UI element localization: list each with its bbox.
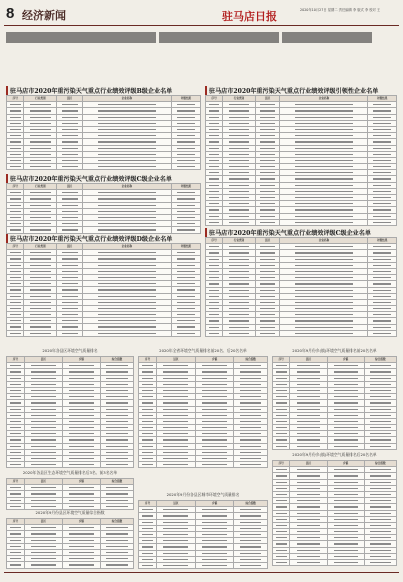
column-header: 行业类别 [24,184,57,190]
table-cell [24,164,57,170]
table-cell [364,443,396,449]
section-title-d: 驻马店市2020年重污染天气重点行业绩效评级引领性企业名单 [205,86,378,95]
table-cell [7,330,24,336]
column-header: 评级结果 [368,96,397,102]
table-middle2 [138,500,268,569]
table-row [206,219,397,225]
table-cell [24,503,62,509]
table-cell [100,503,133,509]
table-row [139,562,268,568]
table-cell [368,330,397,336]
column-header: 评级结果 [171,96,200,102]
table-cell [57,164,82,170]
table-cell [57,330,82,336]
intro-left [6,48,201,82]
table-d [205,95,397,226]
table-cell [171,330,200,336]
column-header: 县区 [290,357,327,363]
column-header: 综合指数 [364,461,396,467]
table-cell [195,562,234,568]
lower-title-middle: 2020年全省环境空气质量排名前20名、后20名名单 [159,348,247,353]
column-header: 综合指数 [364,357,396,363]
page-number: 8 [6,5,15,22]
table-cell [206,219,223,225]
table-cell [139,562,157,568]
table-cell [171,164,200,170]
column-header: 序号 [7,96,24,102]
column-header: 县区 [57,244,82,250]
lower-title-left3: 2020年9月份县区环境空气质量综合指数 [35,510,105,515]
table-row [7,562,134,568]
page-header [4,4,399,26]
section-title-e: 驻马店市2020年重污染天气重点行业绩效评级C级企业名单 [205,228,371,237]
table-cell [62,462,100,468]
column-header: 行业类别 [24,244,57,250]
table-cell [223,219,255,225]
table-cell [157,462,196,468]
table-row [7,462,134,468]
column-header: 序号 [206,238,223,244]
section-title-a: 驻马店市2020年重污染天气重点行业绩效评级B级企业名单 [6,86,172,95]
column-header: 县区 [24,357,62,363]
column-header: 序号 [7,519,25,525]
table-cell [24,227,57,233]
table-cell [7,164,24,170]
column-header: 县区 [290,461,327,467]
table-cell [157,562,196,568]
column-header: 序号 [7,184,24,190]
table-cell [82,330,171,336]
column-header: 县区 [255,96,280,102]
column-header: 县区 [24,479,62,485]
table-row [7,503,134,509]
column-header: 乡镇 [327,461,364,467]
column-header: 县区 [57,184,82,190]
table-cell [62,562,100,568]
table-cell [139,462,157,468]
table-right2 [272,460,397,566]
column-header: 企业名称 [82,244,171,250]
headline-bar [6,30,397,44]
table-cell [171,227,200,233]
column-header: 企业名称 [280,96,368,102]
table-row [273,560,397,566]
table-cell [24,562,62,568]
table-left [6,356,134,468]
table-c [6,243,201,337]
table-cell [195,462,234,468]
column-header: 乡镇 [62,519,100,525]
table-row [206,330,397,336]
table-cell [7,462,25,468]
table-cell [223,330,255,336]
column-header: 县区 [255,238,280,244]
table-row [7,330,201,336]
lower-title-left2: 2020年各县区生态环境空气质量排名后3名、前3名名单 [22,470,118,475]
column-header: 评级结果 [368,238,397,244]
table-row [139,462,268,468]
column-header: 序号 [273,357,290,363]
masthead: 驻马店日报 [222,10,277,23]
section-name: 经济新闻 [22,9,66,22]
table-cell [100,462,133,468]
table-middle [138,356,268,468]
column-header: 乡镇 [62,357,100,363]
table-cell [364,560,396,566]
section-title-c: 驻马店市2020年重污染天气重点行业绩效评级D级企业名单 [6,234,172,243]
table-cell [255,330,280,336]
table-cell [24,462,62,468]
column-header: 县区 [157,357,196,363]
table-cell [280,219,368,225]
section-title-b: 驻马店市2020年重污染天气重点行业绩效评级C级企业名单 [6,174,172,183]
column-header: 乡镇 [327,357,364,363]
column-header: 综合指数 [100,357,133,363]
table-e [205,237,397,337]
column-header: 行业类别 [24,96,57,102]
table-cell [255,219,280,225]
lower-title-right2: 2020年9月份乡(镇)环境空气质量排名后20名名单 [292,452,377,457]
column-header: 序号 [273,461,290,467]
table-cell [100,562,133,568]
column-header: 综合指数 [234,357,268,363]
lower-title-left: 2020年各县区环境空气质量排名 [42,348,98,353]
lower-title-right: 2020年9月份乡(镇)环境空气质量排名前20名名单 [292,348,377,353]
table-cell [290,560,327,566]
column-header: 综合指数 [100,519,133,525]
column-header: 序号 [7,479,25,485]
column-header: 县区 [157,501,196,507]
table-cell [327,560,364,566]
column-header: 序号 [206,96,223,102]
column-header: 评级结果 [171,184,200,190]
intro-right [205,48,397,82]
table-cell [62,503,100,509]
column-header: 乡镇 [62,479,100,485]
column-header: 乡镇 [195,501,234,507]
table-b [6,183,201,234]
table-cell [273,560,290,566]
table-cell [7,562,25,568]
table-cell [82,164,171,170]
column-header: 序号 [7,357,25,363]
column-header: 企业名称 [82,96,171,102]
table-row [7,164,201,170]
table-cell [273,443,290,449]
column-header: 评级结果 [171,244,200,250]
column-header: 综合指数 [234,501,268,507]
table-a [6,95,201,170]
column-header: 企业名称 [280,238,368,244]
table-cell [234,462,268,468]
column-header: 县区 [57,96,82,102]
column-header: 乡镇 [195,357,234,363]
table-cell [206,330,223,336]
column-header: 行业类别 [223,96,255,102]
column-header: 县区 [24,519,62,525]
table-cell [327,443,364,449]
page-footer [4,572,399,579]
table-cell [24,330,57,336]
column-header: 序号 [7,244,24,250]
table-left2 [6,478,134,510]
table-right [272,356,397,450]
lower-title-middle2: 2020年9月份各县区城市环境空气质量排名 [166,492,240,497]
table-left3 [6,518,134,569]
column-header: 综合指数 [100,479,133,485]
column-header: 企业名称 [82,184,171,190]
column-header: 序号 [139,357,157,363]
date-line: 2020年10月27日 星期二 责任编辑 李 版式 李 校对 王 [300,8,381,12]
table-cell [82,227,171,233]
table-cell [280,330,368,336]
table-row [7,227,201,233]
table-cell [234,562,268,568]
column-header: 序号 [139,501,157,507]
column-header: 行业类别 [223,238,255,244]
table-cell [368,219,397,225]
table-cell [7,503,25,509]
table-row [273,443,397,449]
table-cell [290,443,327,449]
table-cell [7,227,24,233]
table-cell [57,227,82,233]
